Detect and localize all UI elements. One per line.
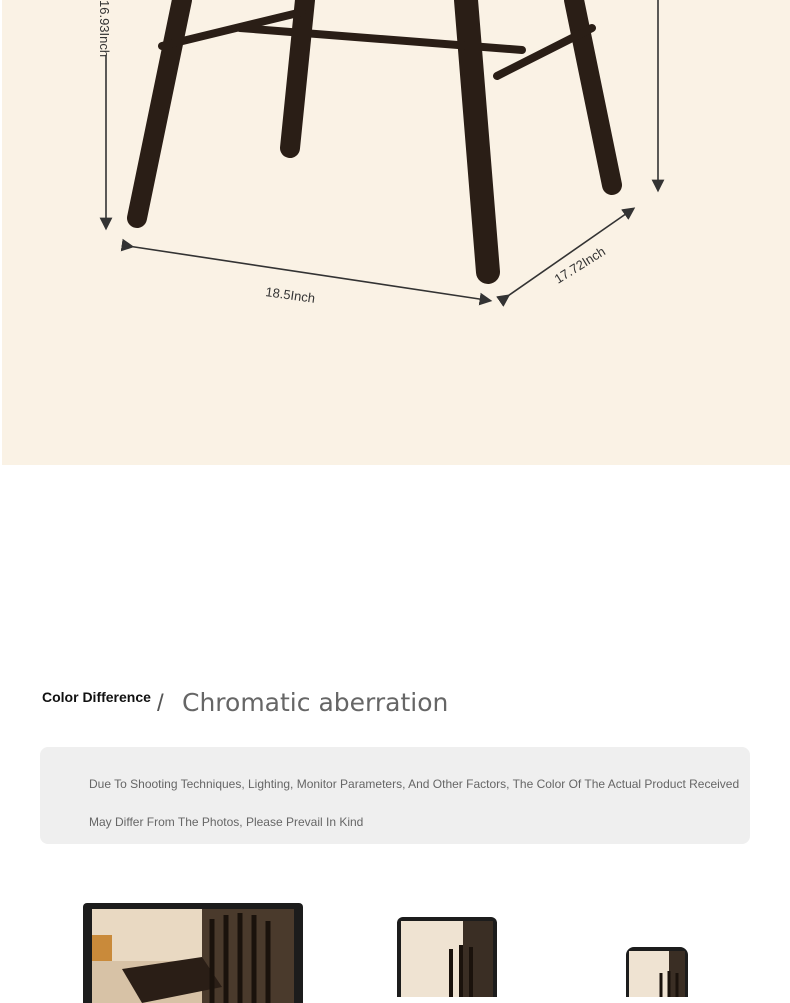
chair-photo-thumbnail <box>92 909 294 1003</box>
width-dimension-label: 18.5Inch <box>264 284 317 306</box>
chair-legs <box>137 0 612 272</box>
height-dimension-label: 16.93Inch <box>97 0 112 58</box>
section-subtitle: Chromatic aberration <box>182 688 449 717</box>
title-separator: / <box>157 690 164 717</box>
phone-device <box>626 947 688 997</box>
chair-illustration <box>2 0 790 465</box>
laptop-screen <box>92 909 294 1003</box>
tablet-device <box>397 917 497 997</box>
phone-screen <box>629 951 685 997</box>
depth-dimension-label: 17.72Inch <box>551 243 609 287</box>
laptop-device <box>83 903 303 1003</box>
color-notice-text: Due To Shooting Techniques, Lighting, Monitor Parameters, And Other Factors, The Color Of The Actual Product Received May Differ From The Photos, Please Prevail In Kind <box>89 777 740 829</box>
product-dimension-image <box>2 0 790 465</box>
chair-photo-thumbnail <box>401 921 493 997</box>
section-title: Color Difference <box>42 689 151 705</box>
chair-photo-thumbnail <box>629 951 685 997</box>
tablet-screen <box>401 921 493 997</box>
color-notice-box <box>40 747 750 844</box>
